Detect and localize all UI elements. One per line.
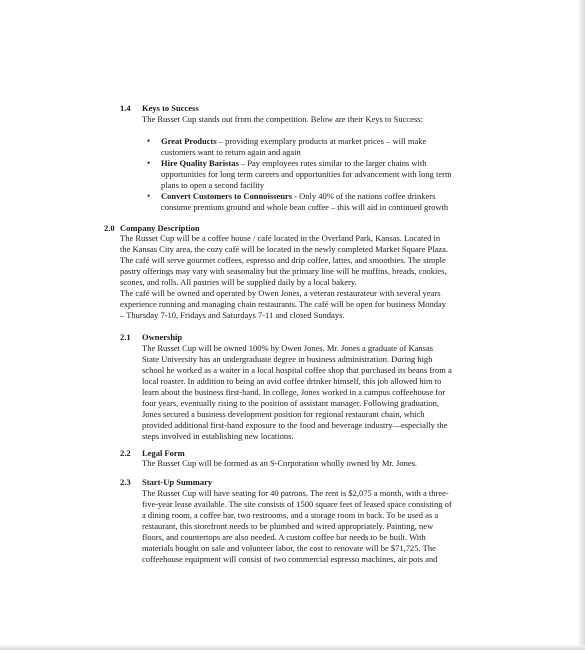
list-item <box>161 158 427 169</box>
section-intro: The Russet Cup stands out from the competition. Below are their Keys to Success: <box>142 114 423 124</box>
section-heading: Legal Form <box>142 448 185 458</box>
paragraph-line: five-year lease available. The site consists of 1500 square feet of leased space consisting of <box>142 499 452 509</box>
paragraph-line: the Kansas City area, the cozy café will be located in the newly completed Market Square Plaza. <box>120 244 449 254</box>
paragraph-line: Jones secured a business development position for regional restaurant chain, which <box>142 409 425 419</box>
page-shadow-right <box>578 0 585 650</box>
paragraph-line: floors, and countertops are also needed. A custom coffee bar needs to be built. With <box>142 532 426 542</box>
paragraph-line: a dining room, a coffee bar, two restrooms, and a storage room in back. To be used as a <box>142 510 439 520</box>
section-number: 2.3 <box>120 477 131 487</box>
paragraph-line: State University has an undergraduate degree in business administration. During high <box>142 354 433 364</box>
bullet-dot: • <box>147 158 151 168</box>
paragraph-line: The Russet Cup will be a coffee house / café located in the Overland Park, Kansas. Located in <box>120 233 441 243</box>
paragraph-line: steps involved in establishing new locations. <box>142 431 294 441</box>
paragraph-line: The Russet Cup will be owned 100% by Owen Jones. Mr. Jones a graduate of Kansas <box>142 343 434 353</box>
bullet-text: customers want to return again and again <box>161 147 301 157</box>
paragraph-line: The café will be owned and operated by Owen Jones, a veteran restaurateur with several years <box>120 288 441 298</box>
bullet-text: - Only 40% of the nations coffee drinkers <box>292 191 436 201</box>
bullet-text: plans to open a second facility <box>161 180 265 190</box>
paragraph-line: The Russet Cup will be formed as an S-Corporation wholly owned by Mr. Jones. <box>142 458 418 468</box>
section-number: 2.0 <box>104 223 115 233</box>
bullet-title: Convert Customers to Connoisseurs <box>161 191 293 201</box>
paragraph-line: scones, and rolls. All pastries will be supplied daily by a local bakery. <box>120 277 357 287</box>
bullet-text: – providing exemplary products at market prices – will make <box>216 136 427 146</box>
paragraph-line: pastry offerings may vary with seasonality but the primary line will be muffins, breads, cookies, <box>120 266 447 276</box>
section-heading: Company Description <box>120 223 200 233</box>
page-shadow-bottom <box>0 645 585 650</box>
bullet-dot: • <box>147 136 151 146</box>
list-item <box>161 136 426 147</box>
paragraph-line: learn about the business first-hand. In college, Jones worked in a campus coffeehouse for <box>142 387 446 397</box>
paragraph-line: school he worked as a waiter in a local hospital coffee shop that purchased its beans from a <box>142 365 452 375</box>
bullet-title: Great Products <box>161 136 217 146</box>
paragraph-line: experience running and managing chain restaurants. The café will be open for business Monday <box>120 299 447 309</box>
list-item <box>161 191 435 202</box>
paragraph-line: restaurant, this storefront needs to be plumbed and wired appropriately. Painting, new <box>142 521 434 531</box>
bullet-dot: • <box>147 191 151 201</box>
bullet-text: consume premium ground and whole bean coffee – this will aid in continued growth <box>161 202 449 212</box>
section-heading: Keys to Success <box>142 103 199 113</box>
section-number: 2.1 <box>120 332 131 342</box>
paragraph-line: local roaster. In addition to being an avid coffee drinker himself, this job allowed him to <box>142 376 442 386</box>
paragraph-line: materials bought on sale and volunteer labor, the cost to renovate will be $71,725. The <box>142 543 436 553</box>
bullet-title: Hire Quality Baristas <box>161 158 239 168</box>
paragraph-line: The Russet Cup will have seating for 40 patrons. The rent is $2,075 a month, with a three- <box>142 488 449 498</box>
bullet-text: – Pay employees rates similar to the larger chains with <box>238 158 427 168</box>
paragraph-line: coffeehouse equipment will consist of two commercial espresso machines, air pots and <box>142 554 438 564</box>
paragraph-line: The café will serve gourmet coffees, espresso and drip coffee, lattes, and smoothies. The simple <box>120 255 446 265</box>
section-heading: Start-Up Summary <box>142 477 213 487</box>
section-number: 1.4 <box>120 103 131 113</box>
paragraph-line: provided additional first-hand exposure to the food and beverage industry—especially the <box>142 420 448 430</box>
bullet-text: opportunities for long term careers and opportunities for advancement with long term <box>161 169 452 179</box>
section-heading: Ownership <box>142 332 183 342</box>
section-number: 2.2 <box>120 448 131 458</box>
paragraph-line: – Thursday 7-10, Fridays and Saturdays 7-11 and closed Sundays. <box>120 310 345 320</box>
paragraph-line: four years, eventually rising to the position of assistant manager. Following graduation, <box>142 398 439 408</box>
